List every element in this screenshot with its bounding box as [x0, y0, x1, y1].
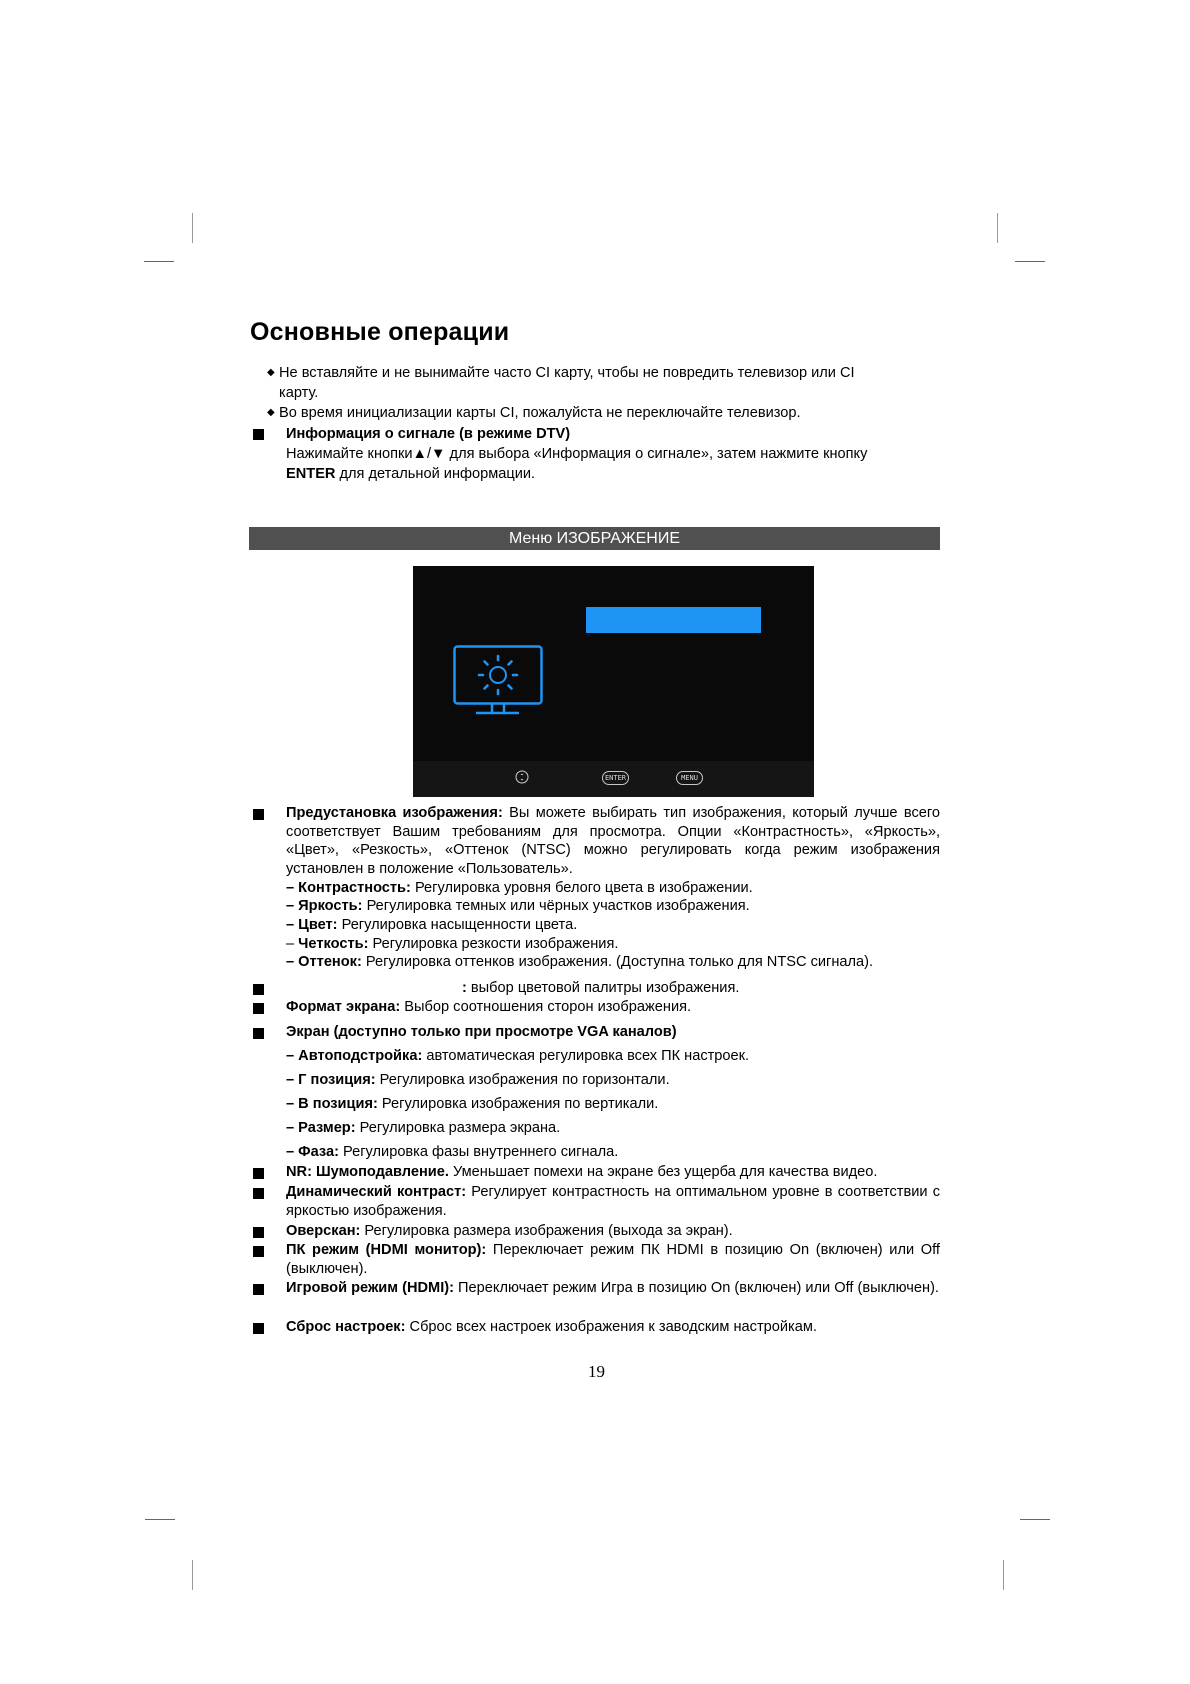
size-item: – Размер: Регулировка размера экрана.: [286, 1120, 561, 1136]
diamond-bullet-icon: ◆: [267, 367, 275, 378]
crop-mark-top-right-vertical: [997, 213, 998, 243]
square-bullet-icon: [253, 1028, 264, 1039]
crop-mark-bottom-left-vertical: [192, 1560, 193, 1590]
square-bullet-icon: [253, 1227, 264, 1238]
square-bullet-icon: [253, 1003, 264, 1014]
signal-info-text-line2: ENTER для детальной информации.: [286, 466, 536, 482]
brightness-item: – Яркость: Регулировка темных или чёрных участков изображения.: [286, 898, 750, 914]
menu-highlight-bar: [586, 607, 761, 633]
menu-key-icon: MENU: [676, 771, 703, 785]
game-mode-item: Игровой режим (HDMI): Переключает режим Игра в позицию On (включен) или Off (выключен).: [286, 1280, 939, 1296]
tv-menu-footer: [413, 761, 814, 797]
color-item: – Цвет: Регулировка насыщенности цвета.: [286, 917, 578, 933]
square-bullet-icon: [253, 429, 264, 440]
auto-adjust-item: – Автоподстройка: автоматическая регулировка всех ПК настроек.: [286, 1048, 750, 1064]
h-position-item: – Г позиция: Регулировка изображения по горизонтали.: [286, 1072, 670, 1088]
phase-item: – Фаза: Регулировка фазы внутреннего сигнала.: [286, 1144, 619, 1160]
reset-settings-item: Сброс настроек: Сброс всех настроек изображения к заводским настройкам.: [286, 1319, 817, 1335]
enter-key-icon: ENTER: [602, 771, 629, 785]
square-bullet-icon: [253, 1284, 264, 1295]
aspect-ratio-item: Формат экрана: Выбор соотношения сторон изображения.: [286, 999, 692, 1015]
color-palette-item: : выбор цветовой палитры изображения.: [462, 980, 740, 996]
crop-mark-top-right-horizontal: [1015, 261, 1045, 262]
square-bullet-icon: [253, 1188, 264, 1199]
monitor-brightness-icon: [453, 645, 543, 715]
page-title: Основные операции: [250, 318, 510, 346]
crop-mark-bottom-right-horizontal: [1020, 1519, 1050, 1520]
section-header-picture-menu: Меню ИЗОБРАЖЕНИЕ: [249, 527, 940, 550]
v-position-item: – В позиция: Регулировка изображения по вертикали.: [286, 1096, 659, 1112]
sharpness-item: – Четкость: Регулировка резкости изображения.: [286, 936, 619, 952]
crop-mark-bottom-left-horizontal: [145, 1519, 175, 1520]
square-bullet-icon: [253, 1168, 264, 1179]
up-down-arrows-icon: [515, 770, 529, 784]
picture-preset-description: Предустановка изображения: Вы можете выбирать тип изображения, который лучше всего соответствует Вашим требованиям для просмотра. Опции «Контрастность», «Яркость», «Цвет», «Резкость», «Оттенок (NTSC) можно регулировать когда режим изображения установлен в положение «Пользователь».: [286, 805, 940, 878]
tv-menu-screenshot: [413, 566, 814, 797]
ci-card-warning-line1: Не вставляйте и не вынимайте часто CI карту, чтобы не повредить телевизор или CI: [279, 365, 855, 381]
crop-mark-top-left-vertical: [192, 213, 193, 243]
page-number: 19: [588, 1362, 605, 1381]
screen-heading: Экран (доступно только при просмотре VGA каналов): [286, 1024, 677, 1040]
square-bullet-icon: [253, 984, 264, 995]
ci-init-warning: Во время инициализации карты CI, пожалуйста не переключайте телевизор.: [279, 405, 801, 421]
crop-mark-top-left-horizontal: [144, 261, 174, 262]
square-bullet-icon: [253, 809, 264, 820]
pc-mode-item: ПК режим (HDMI монитор): Переключает режим ПК HDMI в позицию On (включен) или Off (выключен).: [286, 1242, 940, 1277]
signal-info-heading: Информация о сигнале (в режиме DTV): [286, 426, 571, 442]
contrast-item: – Контрастность: Регулировка уровня белого цвета в изображении.: [286, 880, 753, 896]
tint-item: – Оттенок: Регулировка оттенков изображения. (Доступна только для NTSC сигнала).: [286, 954, 874, 970]
square-bullet-icon: [253, 1323, 264, 1334]
diamond-bullet-icon: ◆: [267, 407, 275, 418]
square-bullet-icon: [253, 1246, 264, 1257]
noise-reduction-item: NR: Шумоподавление. Уменьшает помехи на экране без ущерба для качества видео.: [286, 1164, 878, 1180]
ci-card-warning-line2: карту.: [279, 385, 319, 401]
overscan-item: Оверскан: Регулировка размера изображения (выхода за экран).: [286, 1223, 733, 1239]
signal-info-text-line1: Нажимайте кнопки▲/▼ для выбора «Информация о сигнале», затем нажмите кнопку: [286, 446, 868, 462]
crop-mark-bottom-right-vertical: [1003, 1560, 1004, 1590]
dynamic-contrast-item: Динамический контраст: Регулирует контрастность на оптимальном уровне в соответствии с яркостью изображения.: [286, 1184, 940, 1219]
